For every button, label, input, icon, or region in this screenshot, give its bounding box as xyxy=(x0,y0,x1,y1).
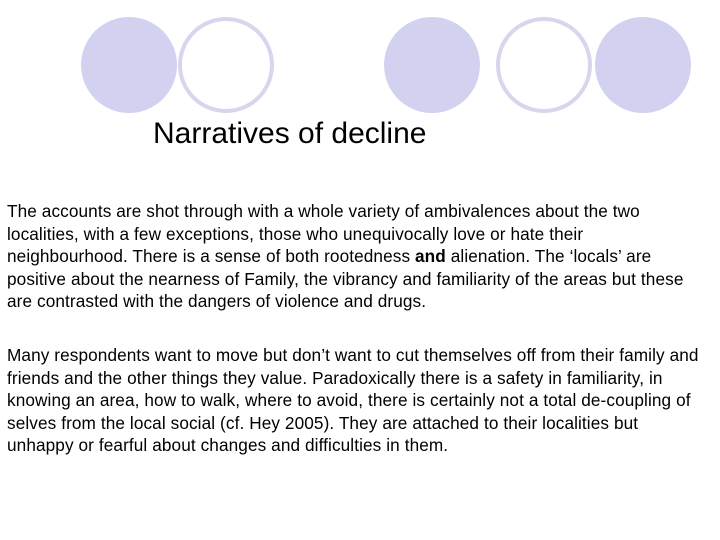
paragraph-1-text-end: alienation. The ‘locals’ are positive about the nearness of Family, the vibrancy and familiarity of the areas but these are contrasted with the dangers of violence and drugs. xyxy=(7,246,684,312)
paragraph-1-text-start: The accounts are shot through with a whole variety of ambivalences about the two localities, with a few exceptions, those who unequivocally love or hate their neighbourhood. There is a sense of both rootedness xyxy=(7,201,640,267)
decorative-circle-filled xyxy=(81,17,177,113)
body-paragraph-2: Many respondents want to move but don’t want to cut themselves off from their family and friends and the other things they value. Paradoxically there is a safety in familiarity, in knowing an area, how to walk, where to avoid, there is certainly not a total de-coupling of selves from the local social (cf. Hey 2005). They are attached to their localities but unhappy or fearful about changes and difficulties in them. xyxy=(7,345,699,456)
decorative-circle-filled xyxy=(384,17,480,113)
decorative-circle-ring xyxy=(178,17,274,113)
decorative-circle-filled xyxy=(595,17,691,113)
paragraph-1-bold-word: and xyxy=(415,246,446,267)
body-paragraph-1 xyxy=(7,200,707,313)
slide-title: Narratives of decline xyxy=(153,117,427,150)
decorative-circles xyxy=(0,0,720,130)
decorative-circle-ring xyxy=(496,17,592,113)
